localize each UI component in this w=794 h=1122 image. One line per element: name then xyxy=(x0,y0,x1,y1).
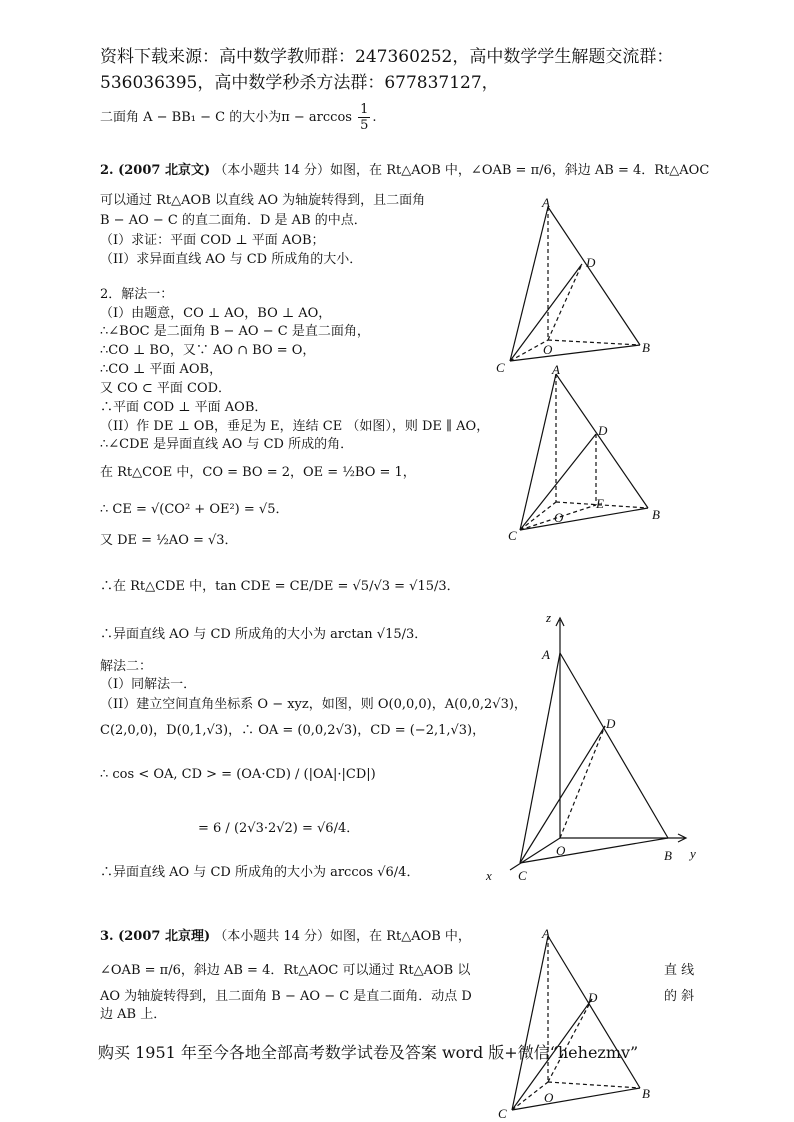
prev-answer: 二面角 A − BB₁ − C 的大小为π − arccos $\frac{1}{5}$ . xyxy=(100,102,377,133)
solution-1-title: 2．解法一： xyxy=(100,287,174,302)
solution-2-line: （II）建立空间直角坐标系 O − xyz，如图，则 O(0,0,0)，A(0,0,2√3)， xyxy=(100,697,527,712)
problem-2-line-1 xyxy=(100,162,709,180)
problem-3-line-1 xyxy=(100,928,471,946)
figure-1-tetrahedron xyxy=(490,195,670,380)
problem-3-line-3: AO 为轴旋转得到，且二面角 B − AO − C 是直二面角．动点 D xyxy=(100,989,472,1004)
fig2-label-B: B xyxy=(652,507,660,522)
solution-1-line: ∴在 Rt△CDE 中，tan CDE = CE/DE = √5/√3 = √15/3． xyxy=(100,579,460,594)
solution-1-line: ∴ CE = √(CO² + OE²) = √5． xyxy=(100,502,289,517)
fig2-label-E: E xyxy=(596,496,604,511)
problem-2-line-3: B − AO − C 的直二面角．D 是 AB 的中点． xyxy=(100,213,367,228)
fig3-label-A: A xyxy=(542,647,550,662)
fig2-label-O: O xyxy=(554,510,564,525)
solution-1-line: ∴∠BOC 是二面角 B − AO − C 是直二面角， xyxy=(100,324,370,339)
fig2-label-D: D xyxy=(598,423,608,438)
fig3-label-x: x xyxy=(486,868,492,883)
solution-2-line: （I）同解法一． xyxy=(100,677,197,692)
solution-1-line: （II）作 DE ⊥ OB，垂足为 E，连结 CE （如图），则 DE ∥ AO， xyxy=(100,419,490,434)
fig4-label-C: C xyxy=(498,1106,507,1121)
fig1-label-A: A xyxy=(542,195,550,210)
fig3-label-z: z xyxy=(546,610,552,625)
fig3-label-O: O xyxy=(556,843,566,858)
solution-1-line: 在 Rt△COE 中，CO = BO = 2，OE = ½BO = 1， xyxy=(100,465,416,480)
solution-1-line: ∴CO ⊥ BO，又∵ AO ∩ BO = O， xyxy=(100,343,316,358)
fig4-label-D: D xyxy=(588,990,598,1005)
figure-3-coordinate-tetrahedron xyxy=(480,608,710,888)
problem-2-question-1: （I）求证：平面 COD ⊥ 平面 AOB； xyxy=(100,233,325,248)
fig4-label-A: A xyxy=(542,926,550,941)
problem-3-line-2-right: 直 线 xyxy=(664,963,695,978)
fig2-label-C: C xyxy=(508,528,517,543)
solution-2-line: ∴ cos < OA, CD > = (OA·CD) / (|OA|·|CD|) xyxy=(100,767,376,782)
header-line-2: 536036395，高中数学秒杀方法群：677837127， xyxy=(100,73,499,93)
figure-4-tetrahedron xyxy=(492,924,672,1120)
fig1-label-C: C xyxy=(496,360,505,375)
problem-2-question-2: （II）求异面直线 AO 与 CD 所成角的大小． xyxy=(100,252,363,267)
prev-answer-fraction xyxy=(358,102,370,133)
problem-3-score: （本小题共 14 分）如图，在 Rt△AOB 中， xyxy=(214,929,471,944)
prev-answer-text: 二面角 A − BB₁ − C 的大小为π − arccos xyxy=(100,110,352,125)
fig3-label-y: y xyxy=(690,846,696,861)
problem-2-score: （本小题共 14 分）如图，在 Rt△AOB 中，∠OAB = π/6，斜边 AB = 4．Rt△AOC xyxy=(214,163,710,178)
problem-3-line-2: ∠OAB = π/6，斜边 AB = 4．Rt△AOC 可以通过 Rt△AOB 以 xyxy=(100,963,471,978)
solution-1-line: ∴∠CDE 是异面直线 AO 与 CD 所成的角． xyxy=(100,437,354,452)
header-line-1: 资料下载来源：高中数学教师群：247360252，高中数学学生解题交流群： xyxy=(100,47,674,67)
fig2-label-A: A xyxy=(552,362,560,377)
solution-2-line: ∴异面直线 AO 与 CD 所成角的大小为 arccos √6/4． xyxy=(100,865,420,880)
frac-den: 5 xyxy=(360,118,369,133)
frac-num: 1 xyxy=(360,102,369,117)
footer-ad: 购买 1951 年至今各地全部高考数学试卷及答案 word 版+微信“hehezmv” xyxy=(98,1043,639,1062)
problem-3-line-3-right: 的 斜 xyxy=(664,989,695,1004)
figure-2-tetrahedron xyxy=(498,362,678,542)
solution-1-line: ∴平面 COD ⊥ 平面 AOB． xyxy=(100,400,268,415)
solution-1-line: （I）由题意，CO ⊥ AO，BO ⊥ AO， xyxy=(100,306,332,321)
solution-1-line: 又 DE = ½AO = √3． xyxy=(100,533,238,548)
fig4-label-O: O xyxy=(544,1090,554,1105)
fig4-label-B: B xyxy=(642,1086,650,1101)
solution-1-line: ∴CO ⊥ 平面 AOB， xyxy=(100,362,223,377)
solution-2-line: = 6 / (2√3·2√2) = √6/4． xyxy=(198,821,360,836)
solution-2-line: C(2,0,0)，D(0,1,√3)，∴ OA = (0,0,2√3)，CD = (−2,1,√3)， xyxy=(100,723,486,738)
fig1-label-O: O xyxy=(543,342,553,357)
problem-3-line-4: 边 AB 上． xyxy=(100,1007,167,1022)
solution-2-title: 解法二： xyxy=(100,659,153,674)
fig1-label-D: D xyxy=(586,255,596,270)
problem-2-title: 2. (2007 北京文) xyxy=(100,163,211,178)
fig1-label-B: B xyxy=(642,340,650,355)
fig3-label-D: D xyxy=(606,716,616,731)
solution-1-line: 又 CO ⊂ 平面 COD． xyxy=(100,381,232,396)
fig3-label-C: C xyxy=(518,868,527,883)
solution-1-line: ∴异面直线 AO 与 CD 所成角的大小为 arctan √15/3． xyxy=(100,627,428,642)
problem-2-line-2: 可以通过 Rt△AOB 以直线 AO 为轴旋转得到，且二面角 xyxy=(100,193,426,208)
fig3-label-B: B xyxy=(664,848,672,863)
problem-3-title: 3. (2007 北京理) xyxy=(100,929,211,944)
